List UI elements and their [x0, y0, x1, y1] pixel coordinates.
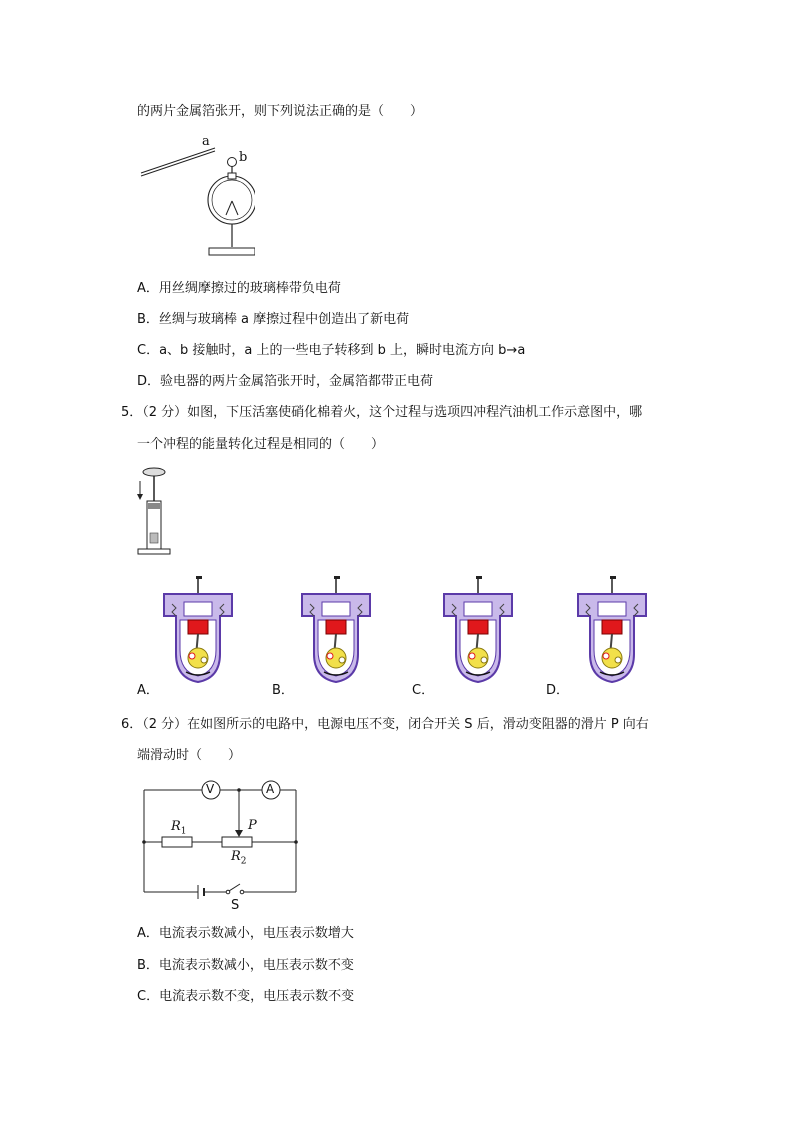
fire-syringe-figure — [130, 465, 180, 557]
engine-diagram-a — [158, 576, 242, 688]
q6-line1: 6．（2 分）在如图所示的电路中，电源电压不变，闭合开关 S 后，滑动变阻器的滑片 P 向右 — [121, 717, 649, 732]
electroscope-figure — [135, 133, 255, 263]
r2-label: $R_2$ — [231, 849, 247, 867]
engine-choice-d: D． — [546, 683, 570, 698]
engine-diagram-d — [572, 576, 656, 688]
engine-diagram-b — [296, 576, 380, 688]
q4-stem-tail: 的两片金属箔张开，则下列说法正确的是（ ） — [137, 104, 424, 119]
q6-option-c: C．电流表示数不变，电压表示数不变 — [137, 989, 355, 1004]
switch-label: S — [231, 898, 240, 913]
q4-option-c: C．a、b 接触时，a 上的一些电子转移到 b 上，瞬时电流方向 b→a — [137, 343, 526, 358]
q4-option-b: B．丝绸与玻璃棒 a 摩擦过程中创造出了新电荷 — [137, 312, 410, 327]
engine-choice-b: B． — [272, 683, 294, 698]
q5-line2: 一个冲程的能量转化过程是相同的（ ） — [137, 437, 385, 452]
r1-label: $R_1$ — [171, 819, 187, 837]
slider-label: P — [248, 818, 257, 833]
q5-line1: 5．（2 分）如图，下压活塞使硝化棉着火，这个过程与选项四冲程汽油机工作示意图中，哪 — [121, 405, 643, 420]
ammeter-label: A — [266, 782, 275, 796]
engine-choice-a: A． — [137, 683, 159, 698]
engine-choice-c: C． — [412, 683, 435, 698]
voltmeter-label: V — [206, 782, 215, 796]
q6-line2: 端滑动时（ ） — [137, 748, 242, 763]
knob-label: b — [239, 150, 248, 165]
circuit-diagram — [138, 776, 302, 916]
engine-diagram-c — [438, 576, 522, 688]
q6-option-b: B．电流表示数减小，电压表示数不变 — [137, 958, 354, 973]
rod-label: a — [202, 134, 210, 149]
q4-option-a: A．用丝绸摩擦过的玻璃棒带负电荷 — [137, 281, 341, 296]
q4-option-d: D．验电器的两片金属箔张开时，金属箔都带正电荷 — [137, 374, 434, 389]
q6-option-a: A．电流表示数减小，电压表示数增大 — [137, 926, 354, 941]
